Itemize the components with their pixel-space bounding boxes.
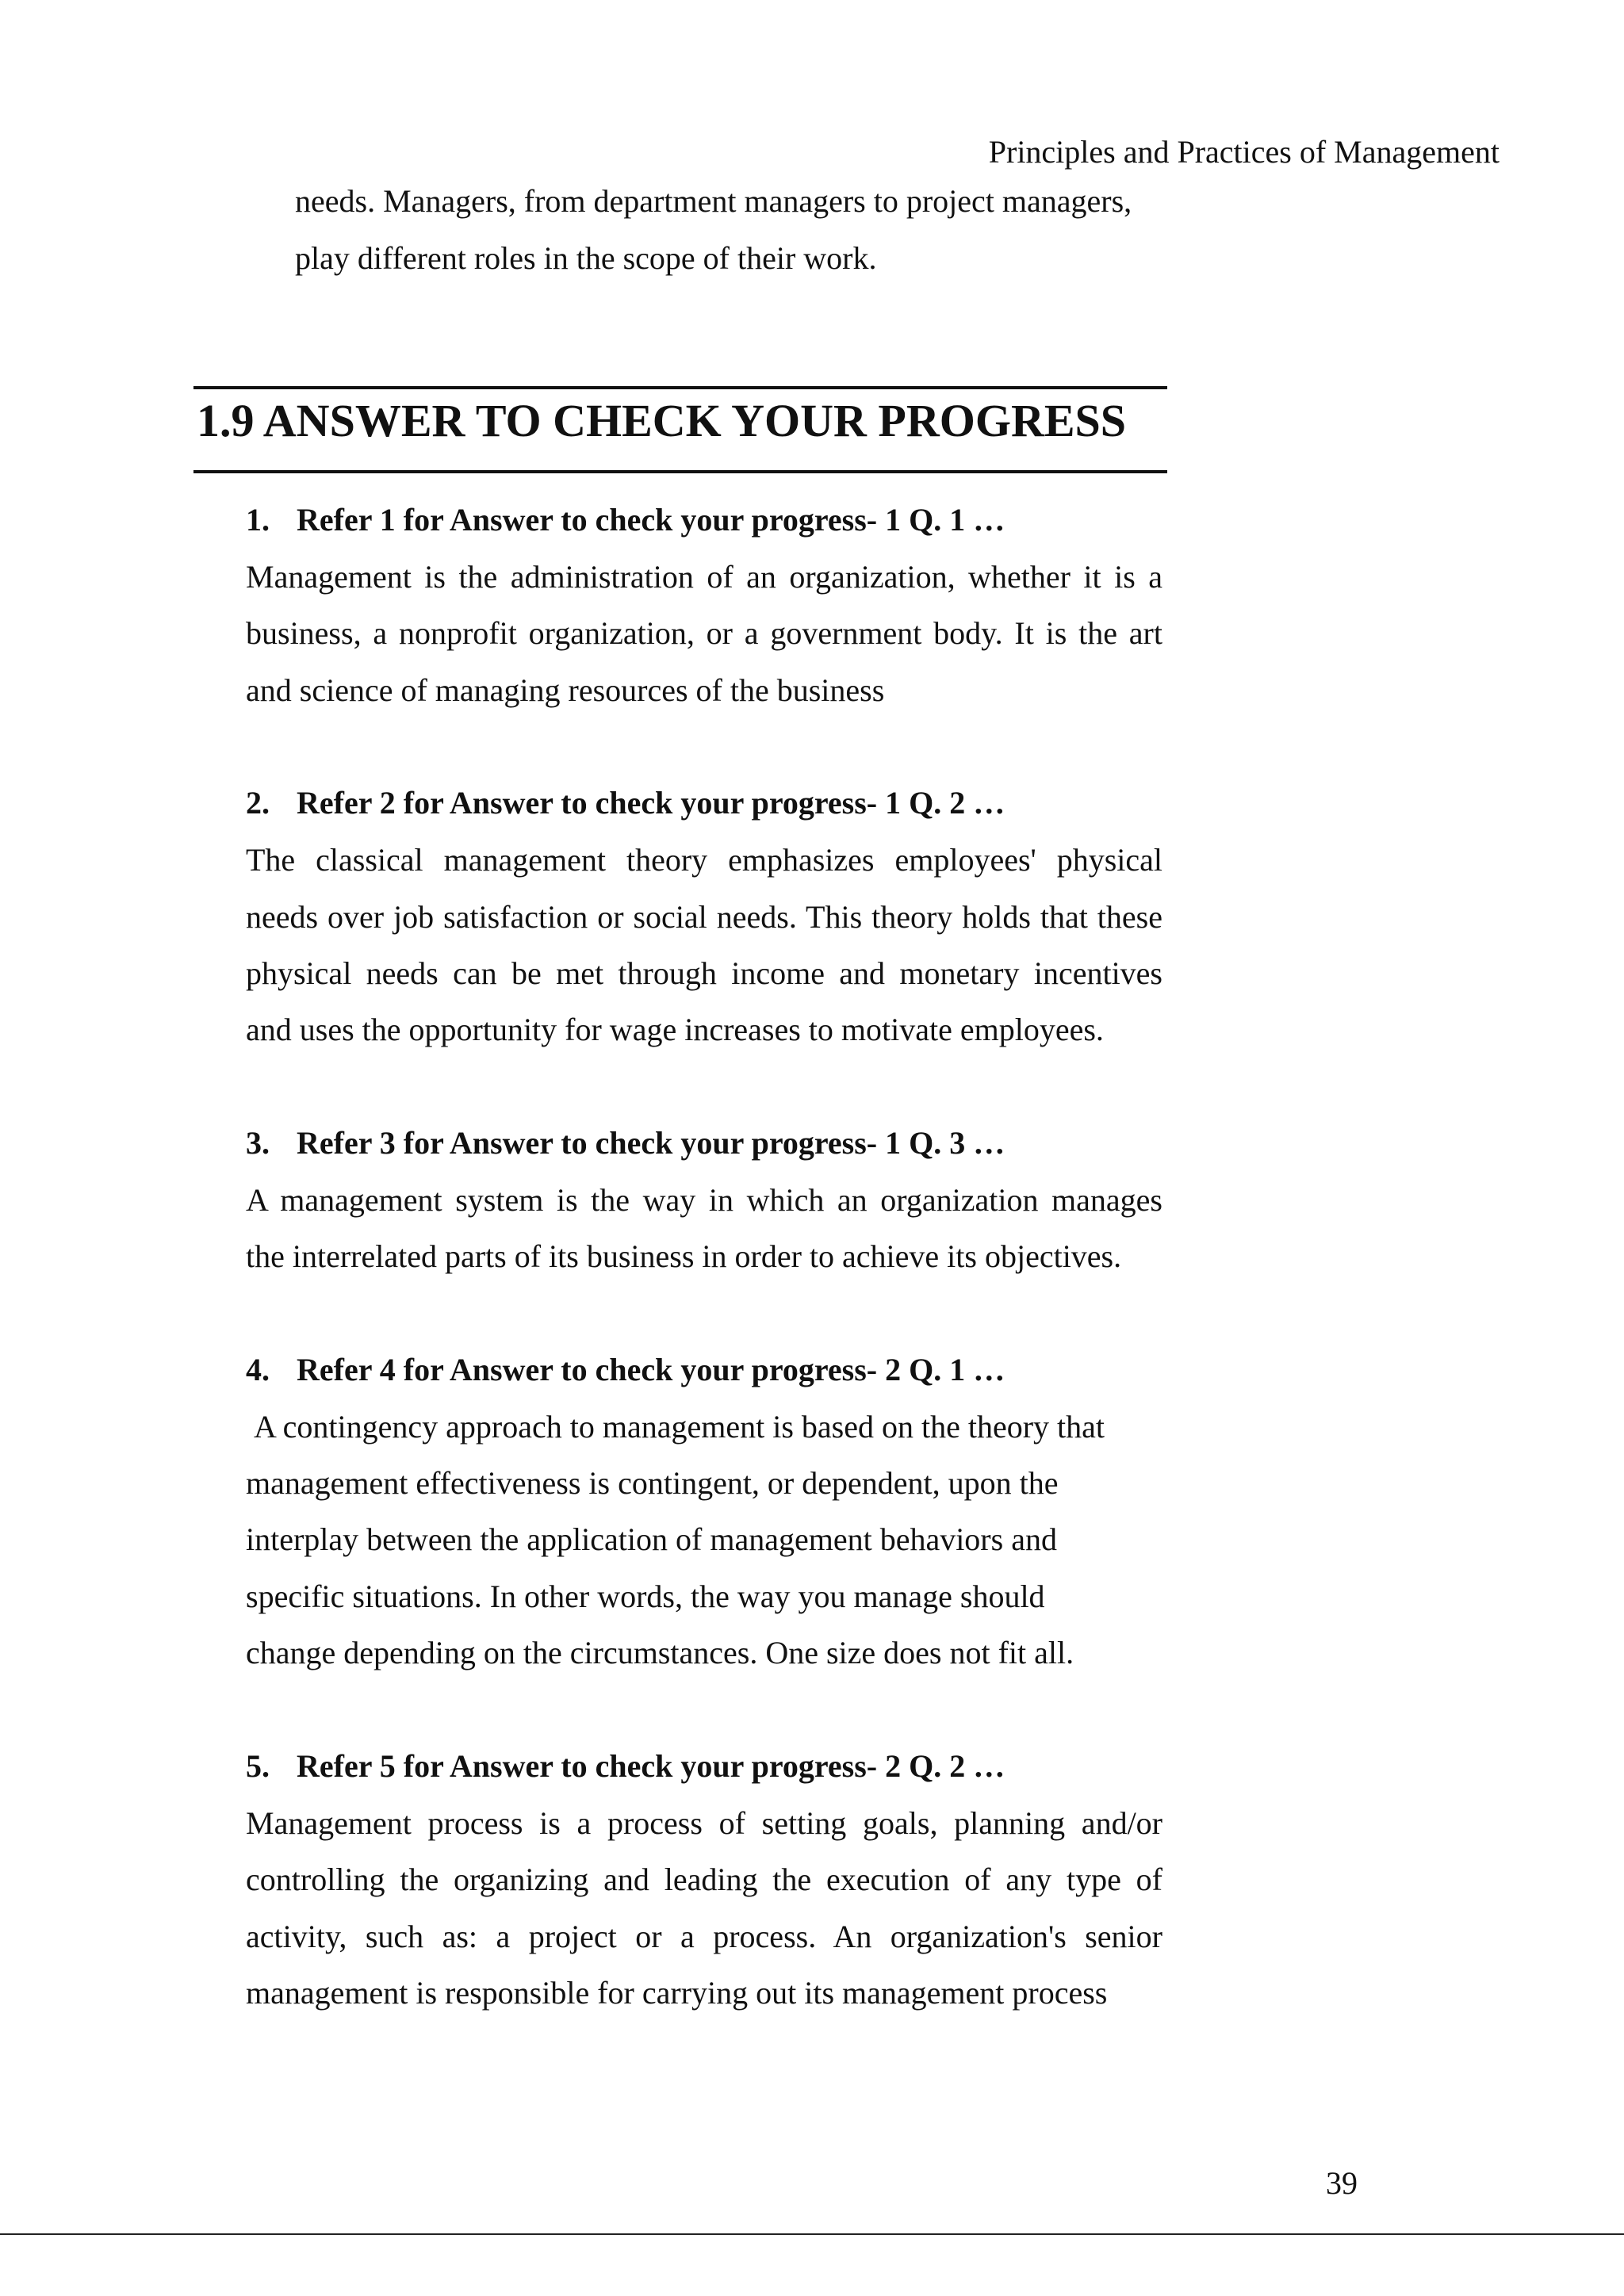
- answer-body: [246, 1172, 1162, 1285]
- answer-body: [246, 549, 1162, 718]
- answer-heading-text: Refer 3 for Answer to check your progress- 1 Q. 3 …: [297, 1124, 1005, 1161]
- answer-number: 2.: [246, 785, 270, 821]
- answer-line: Management process is a process of setting goals, planning and/or: [246, 1804, 1162, 1841]
- answer-line: needs over job satisfaction or social needs. This theory holds that these: [246, 898, 1162, 935]
- answer-line: business, a nonprofit organization, or a government body. It is the art: [246, 615, 1162, 652]
- answer-item-4: [246, 1341, 1162, 1682]
- answer-line: change depending on the circumstances. One size does not fit all.: [246, 1635, 1074, 1671]
- answer-line: the interrelated parts of its business in order to achieve its objectives.: [246, 1238, 1122, 1275]
- answer-number: 3.: [246, 1124, 270, 1161]
- intro-line: needs. Managers, from department managers to project managers,: [295, 183, 1132, 219]
- answer-list: [246, 492, 1162, 2021]
- heading-rule-bottom: [193, 470, 1167, 473]
- answer-number: 1.: [246, 502, 270, 538]
- answer-heading: [246, 1738, 1162, 1795]
- answer-heading-text: Refer 2 for Answer to check your progress- 1 Q. 2 …: [297, 785, 1005, 821]
- answer-line: Management is the administration of an organization, whether it is a: [246, 559, 1162, 595]
- answer-line: interplay between the application of management behaviors and: [246, 1521, 1057, 1558]
- answer-line: activity, such as: a project or a process. An organization's senior: [246, 1918, 1162, 1954]
- answer-line: management effectiveness is contingent, or dependent, upon the: [246, 1465, 1059, 1502]
- running-header: Principles and Practices of Management: [988, 134, 1500, 170]
- answer-line: management is responsible for carrying out its management process: [246, 1974, 1108, 2011]
- page-number: 39: [1326, 2165, 1358, 2201]
- answer-line: The classical management theory emphasizes employees' physical: [246, 842, 1162, 878]
- answer-heading-text: Refer 1 for Answer to check your progress- 1 Q. 1 …: [297, 502, 1005, 538]
- answer-number: 5.: [246, 1747, 270, 1784]
- answer-body: [246, 1399, 1162, 1682]
- answer-heading: [246, 1115, 1162, 1172]
- answer-line: A contingency approach to management is based on the theory that: [254, 1408, 1105, 1445]
- answer-line: controlling the organizing and leading the execution of any type of: [246, 1862, 1162, 1898]
- answer-line: and science of managing resources of the business: [246, 672, 885, 708]
- answer-line: A management system is the way in which an organization manages: [246, 1181, 1162, 1218]
- answer-line: and uses the opportunity for wage increases to motivate employees.: [246, 1012, 1104, 1048]
- heading-rule-top: [193, 386, 1167, 389]
- answer-line: specific situations. In other words, the way you manage should: [246, 1578, 1045, 1614]
- section-heading: 1.9 ANSWER TO CHECK YOUR PROGRESS: [197, 395, 1127, 446]
- intro-paragraph: [295, 173, 1167, 287]
- answer-line: physical needs can be met through income and monetary incentives: [246, 955, 1162, 992]
- answer-number: 4.: [246, 1351, 270, 1387]
- answer-item-1: [246, 492, 1162, 718]
- answer-heading: [246, 775, 1162, 832]
- intro-line: play different roles in the scope of their work.: [295, 240, 877, 276]
- answer-item-5: [246, 1738, 1162, 2022]
- answer-heading: [246, 1341, 1162, 1399]
- answer-body: [246, 1795, 1162, 2022]
- answer-item-2: [246, 775, 1162, 1058]
- footer-rule: [0, 2233, 1624, 2235]
- answer-heading-text: Refer 4 for Answer to check your progress- 2 Q. 1 …: [297, 1351, 1005, 1387]
- answer-item-3: [246, 1115, 1162, 1285]
- answer-heading: [246, 492, 1162, 549]
- answer-heading-text: Refer 5 for Answer to check your progress- 2 Q. 2 …: [297, 1747, 1005, 1784]
- answer-body: [246, 832, 1162, 1058]
